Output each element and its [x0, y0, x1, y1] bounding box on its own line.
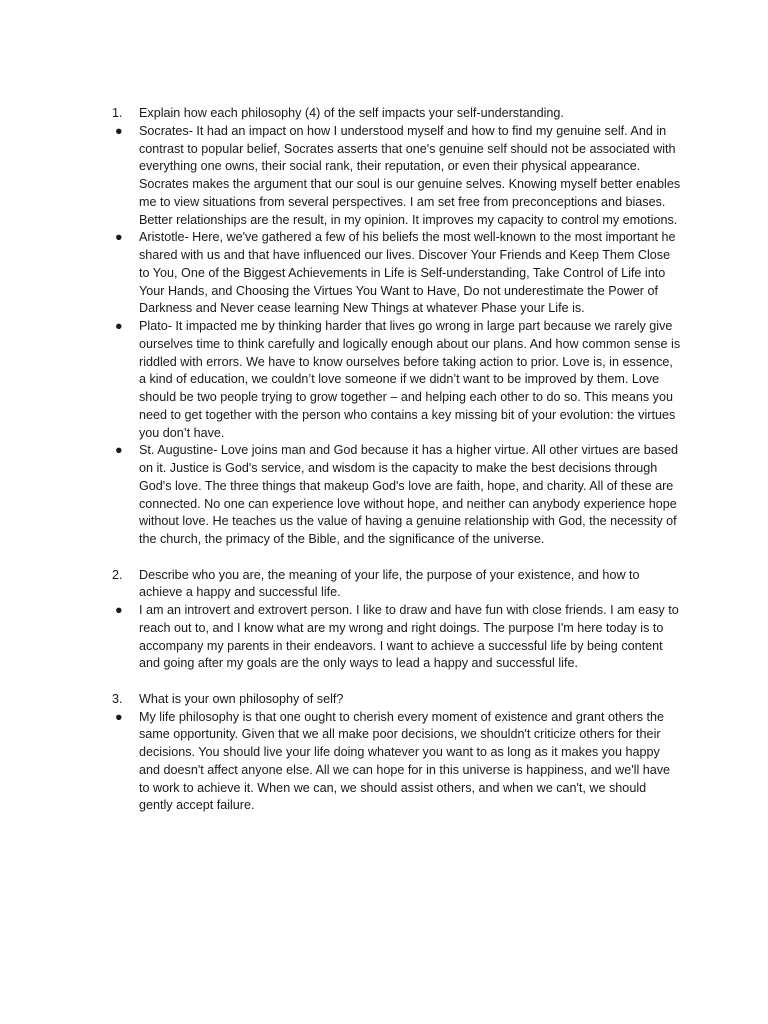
- paragraph-spacer: [112, 673, 682, 691]
- question-number: 1.: [112, 106, 123, 120]
- question-text: Describe who you are, the meaning of your life, the purpose of your existence, and how to achieve a happy and successful life.: [139, 567, 640, 600]
- answer-text: My life philosophy is that one ought to cherish every moment of existence and grant others the same opportunity. Given that we all make poor decisions, we shouldn't criticize others for their decisions. You should live your life doing whatever you want to as long as it makes you happy and doesn't affect anyone else. All we can hope for in this universe is happiness, and we'll have to work to achieve it. When we can, we should assist others, and when we can't, we should gently accept failure.: [139, 709, 671, 813]
- question-2: [112, 567, 682, 603]
- answer-plato: [112, 318, 682, 442]
- question-number: 2.: [112, 567, 123, 582]
- answer-text: St. Augustine- Love joins man and God because it has a higher virtue. All other virtues are based on it. Justice is God's service, and wisdom is the capacity to make the best decisions through God's love. The three things that makeup God's love are faith, hope, and charity. All of these are connected. No one can experience love without hope, and neither can anybody experience hope without love. He teaches us the value of having a genuine relationship with God, the necessity of the church, the primacy of the Bible, and the significance of the universe.: [139, 443, 679, 546]
- question-number: 3.: [112, 691, 123, 706]
- question-3: [112, 691, 682, 709]
- answer-text: Socrates- It had an impact on how I understood myself and how to find my genuine self. And in contrast to popular belief, Socrates asserts that one's genuine self should not be associated with everything one owns, their social rank, their reputation, or even their physical appearance. Socrates makes the argument that our soul is our genuine selves. Knowing myself better enables me to view situations from several perspectives. I am set free from preconceptions and biases. Better relationships are the result, in my opinion. It improves my capacity to control my emotions.: [139, 123, 681, 227]
- paragraph-spacer: [112, 549, 682, 567]
- answer-text: Plato- It impacted me by thinking harder that lives go wrong in large part because we rarely give ourselves time to think carefully and logically enough about our plans. And how common sense is riddled with errors. We have to know ourselves before taking action to prior. Love is, in essence, a kind of education, we couldn’t love someone if we didn’t want to be improved by them. Love should be two people trying to grow together – and helping each other to do so. This means you need to get together with the person who contains a key missing bit of your evolution: the virtues you don’t have.: [139, 319, 681, 440]
- answer-text: Aristotle- Here, we've gathered a few of his beliefs the most well-known to the most important he shared with us and that have influenced our lives. Discover Your Friends and Keep Them Close to You, One of the Biggest Achievements in Life is Self-understanding, Take Control of Life into Your Hands, and Choosing the Virtues You Want to Have, Do not underestimate the Power of Darkness and Never cease learning New Things at whatever Phase your Life is.: [139, 230, 676, 316]
- document-body: [112, 105, 682, 815]
- bullet-icon: ●: [115, 123, 123, 138]
- bullet-icon: ●: [115, 319, 123, 333]
- question-text: Explain how each philosophy (4) of the self impacts your self-understanding.: [139, 106, 564, 120]
- bullet-icon: ●: [115, 603, 123, 617]
- bullet-icon: ●: [115, 443, 123, 458]
- answer-aristotle: [112, 229, 682, 318]
- bullet-icon: ●: [115, 230, 123, 245]
- answer-augustine: [112, 442, 682, 549]
- bullet-icon: ●: [115, 709, 123, 724]
- answer-text: I am an introvert and extrovert person. I like to draw and have fun with close friends. I am easy to reach out to, and I know what are my wrong and right doings. The purpose I'm here today is to accompany my parents in their endeavors. I want to achieve a successful life by being content and going after my goals are the only ways to lead a happy and successful life.: [139, 603, 679, 671]
- answer-socrates: [112, 123, 682, 230]
- question-text: What is your own philosophy of self?: [139, 691, 344, 706]
- question-1: [112, 105, 682, 123]
- answer-own-philosophy: [112, 709, 682, 816]
- answer-who-i-am: [112, 602, 682, 673]
